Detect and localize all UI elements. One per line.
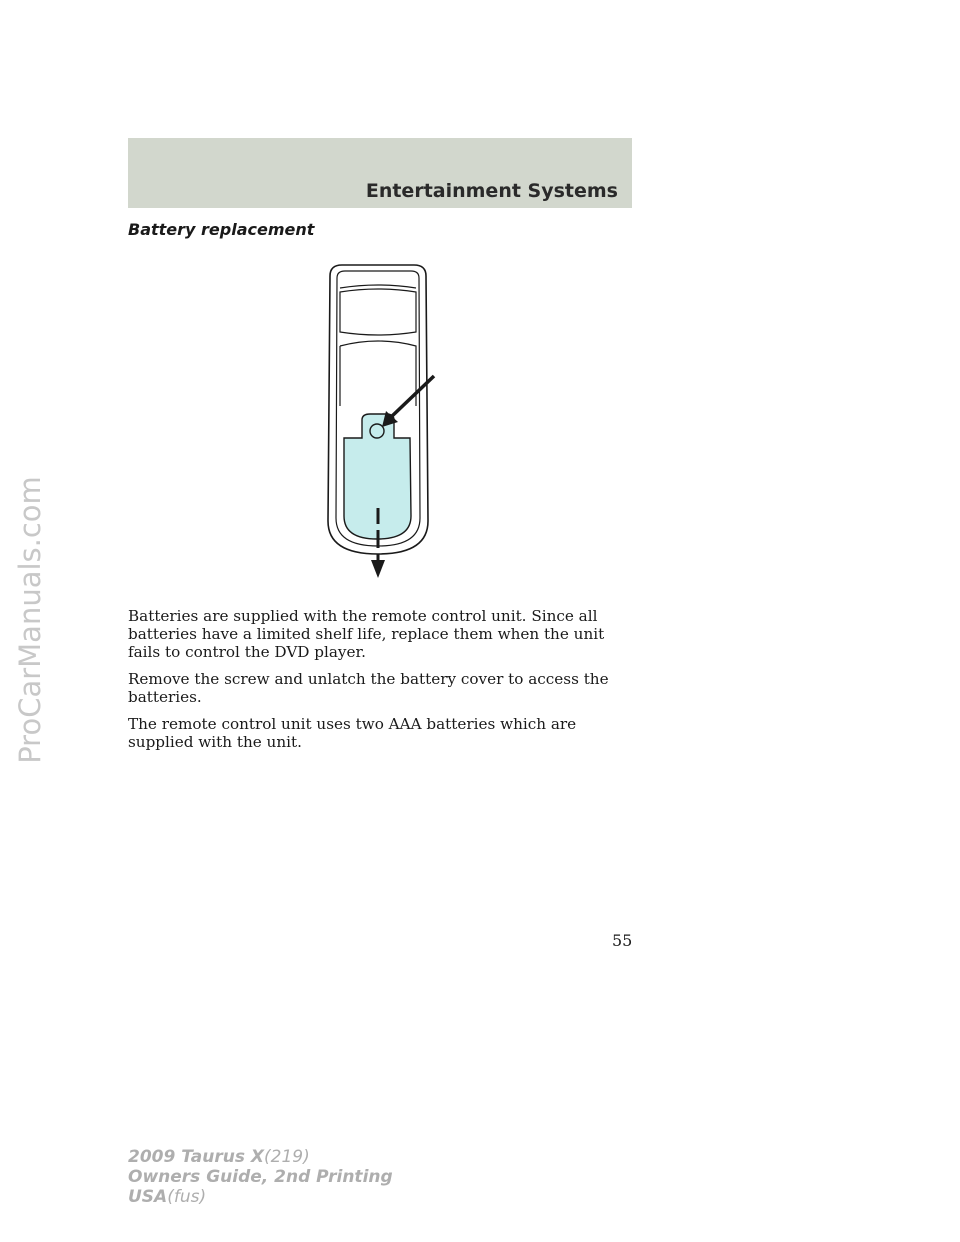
remote-control-diagram — [320, 256, 450, 586]
footer-model-code: (219) — [264, 1147, 310, 1167]
page-number: 55 — [612, 931, 633, 950]
footer-line-1 — [128, 1147, 393, 1167]
section-title: Entertainment Systems — [365, 180, 618, 202]
footer-market-code: (fus) — [167, 1187, 207, 1207]
slide-arrow-head — [371, 560, 385, 578]
remote-battery-illustration — [320, 256, 450, 586]
footer — [128, 1147, 393, 1207]
section-banner — [128, 138, 632, 208]
site-watermark — [0, 430, 60, 810]
paragraph-3: The remote control unit uses two AAA batteries which are supplied with the unit. — [128, 715, 577, 751]
footer-line-2 — [128, 1167, 393, 1187]
footer-model: 2009 Taurus X — [128, 1147, 265, 1167]
paragraph-2: Remove the screw and unlatch the battery cover to access the batteries. — [128, 670, 609, 706]
footer-printing: Owners Guide, 2nd Printing — [128, 1167, 393, 1187]
footer-line-3 — [128, 1187, 393, 1207]
body-text — [128, 607, 638, 760]
watermark-text: ProCarManuals.com — [13, 476, 47, 764]
subheading: Battery replacement — [128, 220, 315, 239]
paragraph-1: Batteries are supplied with the remote control unit. Since all batteries have a limited shelf life, replace them when the unit fails to control the DVD player. — [128, 607, 605, 661]
footer-market: USA — [128, 1187, 168, 1207]
